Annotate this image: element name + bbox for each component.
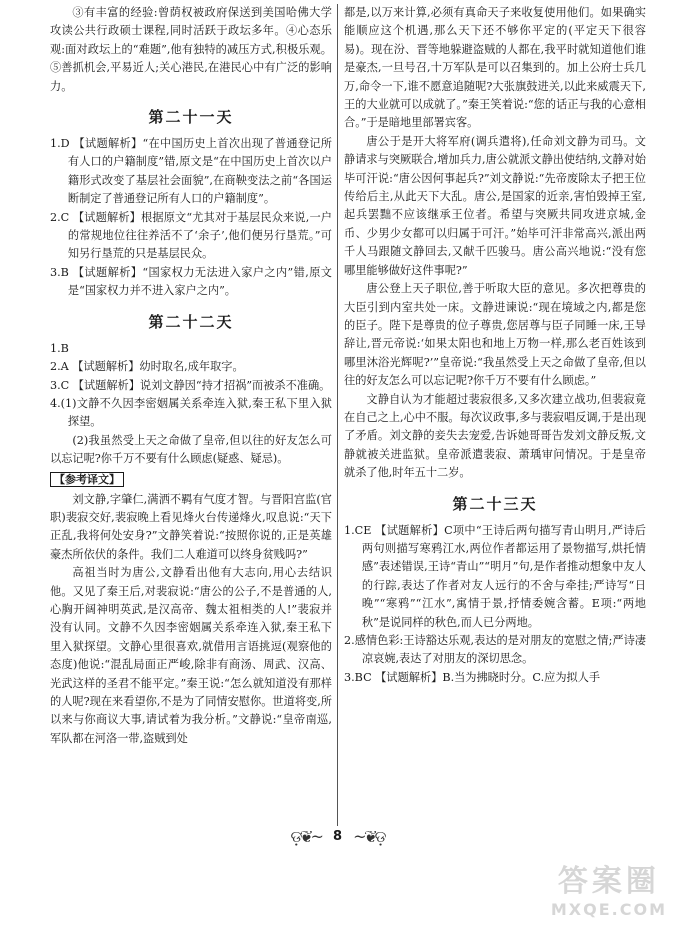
watermark [551, 856, 667, 919]
answer-item: 1.D 【试题解析】“在中国历史上首次出现了普通登记所有人口的户籍制度”错,原文是“在中国历史上首次以户籍形式改变了基层社会面貌”,在商鞅变法之前“各国运断制定了普通登记所有人口的户籍制度”。 [50, 137, 332, 206]
answer-item: 2.A 【试题解析】幼时取名,成年取字。 [50, 360, 244, 374]
ornament-left-icon: ଡ଼❦~ [290, 826, 322, 846]
translation-paragraph: 高祖当时为唐公,文静看出他有大志向,用心去结识他。又见了秦王后,对裴寂说:“唐公的公子,不是普通的人,心胸开阔神明英武,是汉高帝、魏太祖相类的人!”裴寂并没有认同。文静不久因李密姻属关系牵连入狱,秦王私下里入狱探望。文静心里很喜欢,就借用言语挑逗(观察他的态度)他说:“混乱局面正严峻,除非有商汤、周武、汉高、光武这样的圣君不能平定。”秦王说:“怎么就知道没有那样的人呢?现在来看望你,不是为了同情安慰你。世道将变,所以来与你商议大事,请试着为我分析。”文静说:“皇帝南巡,军队都在河洛一带,盗贼到处 [50, 566, 332, 745]
answer-item: 1.B [50, 341, 69, 355]
section-title-day21: 第二十一天 [148, 108, 234, 127]
answer-item: 3.B 【试题解析】“国家权力无法进入家户之内”错,原文是“国家权力并不进入家户之内”。 [50, 265, 332, 298]
answer-item: 1.CE 【试题解析】C项中“王诗后两句描写青山明月,严诗后两句则描写寒鸦江水,两位作者都运用了景物描写,烘托情感”表述错误,王诗“青山”“明月”句,是作者推动想象中友人的行踪,表达了作者对友人远行的不舍与牵挂;严诗写“日晚”“寒鸦”“江水”,寓情于景,抒情委婉含蓄。E项:“两地秋”是说同样的秋色,而人已分两地。 [344, 523, 646, 629]
ornament-right-icon: ~❦ଡ଼ [353, 826, 385, 846]
section-title-day22: 第二十二天 [148, 312, 234, 331]
page-footer [0, 826, 675, 847]
answer-item: 3.BC 【试题解析】B.当为拂晓时分。C.应为拟人手 [344, 670, 601, 684]
section-title-day23: 第二十三天 [452, 494, 538, 513]
translation-paragraph: 唐公登上天子职位,善于听取大臣的意见。多次把尊贵的大臣引到内室共处一床。文静进谏说:“现在境域之内,都是您的臣子。陛下是尊贵的位子尊贵,您居尊与臣子同睡一床,王导辞让,晋元帝说:‘如果太阳也和地上万物一样,那么老百姓该到哪里沐浴光辉呢?’”皇帝说:“我虽然受上天之命做了皇帝,但以往的好友怎么可以忘记呢?你千万不要有什么顾虑。” [344, 282, 646, 388]
page-number: 8 [332, 829, 343, 844]
ref-label-box: 【参考译文】 [50, 472, 124, 487]
translation-paragraph: 刘文静,字肇仁,满洒不羁有气度才智。与晋阳宫监(官职)裴寂交好,裴寂晚上看见烽火台传递烽火,叹息说:“天下正乱,我将何处安身?”文静笑着说:“按照你说的,正是英雄豪杰所依伏的条件。我们二人难道可以终身贫贱吗?” [50, 492, 332, 561]
column-divider [337, 4, 338, 826]
intro-paragraph: ③有丰富的经验:曾荫权被政府保送到美国哈佛大学攻读公共行政硕士课程,同时活跃于政坛多年。④心态乐观:面对政坛上的“难题”,他有独特的减压方式,积极乐观。⑤善抓机会,平易近人;关心港民,在港民心中有广泛的影响力。 [50, 6, 332, 93]
translation-paragraph: 都是,以万来计算,必须有真命天子来收复使用他们。如果确实能顺应这个机遇,那么天下还不够你平定的(平定天下很容易)。现在汾、晋等地躲避盗贼的人都在,我平时就知道他们谁是豪杰,一旦号召,十万军队是可以召集到的。加上公府士兵几万,命令一下,谁不愿意追随呢?大张旗鼓进关,以此来威震天下,王的大业就可以成就了。”秦王笑着说:“您的话正与我的心意相合。”于是暗地里部署宾客。 [344, 6, 646, 130]
answer-item: 4.(1)文静不久因李密姻属关系牵连入狱,秦王私下里入狱探望。 [50, 396, 332, 429]
reference-translation-label [50, 471, 332, 489]
answer-item: (2)我虽然受上天之命做了皇帝,但以往的好友怎么可以忘记呢?你千万不要有什么顾虑(疑惑、疑忌)。 [50, 433, 332, 466]
answer-item: 3.C 【试题解析】说刘文静因“持才招祸”而被杀不准确。 [50, 378, 331, 392]
right-column [344, 4, 646, 687]
answer-item: 2.感情色彩:王诗豁达乐观,表达的是对朋友的宽慰之情;严诗凄凉哀婉,表达了对朋友的深切思念。 [344, 634, 646, 666]
translation-paragraph: 唐公于是开大将军府(调兵遣将),任命刘文静为司马。文静请求与突厥联合,增加兵力,唐公就派文静出使结纳,文静对始毕可汗说:“唐公因何事起兵?”刘文静说:“先帝废除太子把王位传给后主,从此天下大乱。唐公,是国家的近亲,害怕毁掉王室,起兵罢黜不应该继承王位者。希望与突厥共同攻进京城,金币、少男少女都可以归属于可汗。”始毕可汗非常高兴,派出两千人马跟随文静回去,又献千匹骏马。唐公高兴地说:“没有您哪里能够做好这件事呢?” [344, 134, 646, 277]
left-column [50, 4, 332, 748]
watermark-url: MXQE.COM [550, 900, 667, 919]
watermark-logo: 答案圈 [557, 864, 660, 899]
answer-item: 2.C 【试题解析】根据原文“尤其对于基层民众来说,一户的常规地位往往养活不了‘余子’,他们便另行垦荒。”可知另行垦荒的只是基层民众。 [50, 210, 332, 261]
translation-paragraph: 文静自认为才能超过裴寂很多,又多次建立战功,但裴寂竟在自己之上,心中不服。每次议政事,多与裴寂唱反调,于是出现了矛盾。刘文静的妾失去宠爱,告诉她哥哥告发刘文静反叛,文静就被关进监狱。皇帝派遣裴寂、萧瑀审问情况。于是皇帝就杀了他,时年五十二岁。 [344, 392, 646, 480]
